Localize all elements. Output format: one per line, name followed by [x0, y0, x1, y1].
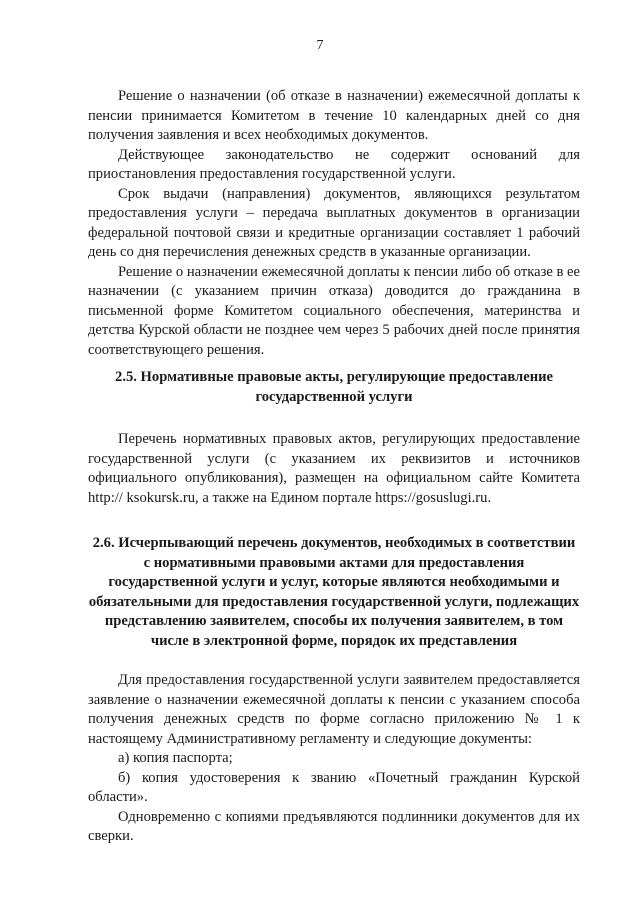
section-2-6-heading: 2.6. Исчерпывающий перечень документов, необходимых в соответствии с нормативными правовыми актами для предоставления государственной услуги и услуг, которые являются необходимыми и обязательными для предоставления государственной услуги, подлежащих представлению заявителем, способы их получения заявителем, в том числе в электронной форме, порядок их представления — [88, 535, 580, 649]
paragraph: Одновременно с копиями предъявляются подлинники документов для их сверки. — [88, 808, 580, 844]
section-2-5-body — [88, 430, 580, 508]
section-2-5-heading: 2.5. Нормативные правовые акты, регулирующие предоставление государственной услуги — [115, 369, 553, 405]
paragraph: Перечень нормативных правовых актов, регулирующих предоставление государственной услуги (с указанием их реквизитов и источников официального опубликования), размещен на официальном сайте Комитета http:// ksokursk.ru, а также на Едином портале https://gosuslugi.ru. — [88, 431, 580, 506]
section-2-4-tail — [88, 87, 580, 360]
paragraph: Решение о назначении (об отказе в назначении) ежемесячной доплаты к пенсии принимается Комитетом в течение 10 календарных дней со дня получения заявления и всех необходимых документов. — [88, 88, 580, 143]
paragraph: Для предоставления государственной услуги заявителем предоставляется заявление о назначении ежемесячной доплаты к пенсии с указанием способа получения денежных средств по форме согласно приложению № 1 к настоящему Административному регламенту и следующие документы: — [88, 672, 580, 747]
paragraph: Срок выдачи (направления) документов, являющихся результатом предоставления услуги – передача выплатных документов в организации федеральной почтовой связи и кредитные организации составляет 1 рабочий день со дня перечисления денежных средств в указанные организации. — [88, 185, 580, 260]
paragraph: Решение о назначении ежемесячной доплаты к пенсии либо об отказе в ее назначении (с указанием причин отказа) доводится до гражданина в письменной форме Комитетом социального обеспечения, материнства и детства Курской области не позднее чем через 5 рабочих дней после принятия соответствующего решения. — [88, 263, 580, 358]
page-number: 7 — [316, 38, 324, 53]
list-item: а) копия паспорта; — [118, 750, 233, 766]
list-item: б) копия удостоверения к званию «Почетный гражданин Курской области». — [88, 769, 580, 805]
section-2-6-body — [88, 671, 580, 847]
paragraph: Действующее законодательство не содержит оснований для приостановления предоставления государственной услуги. — [88, 146, 580, 182]
